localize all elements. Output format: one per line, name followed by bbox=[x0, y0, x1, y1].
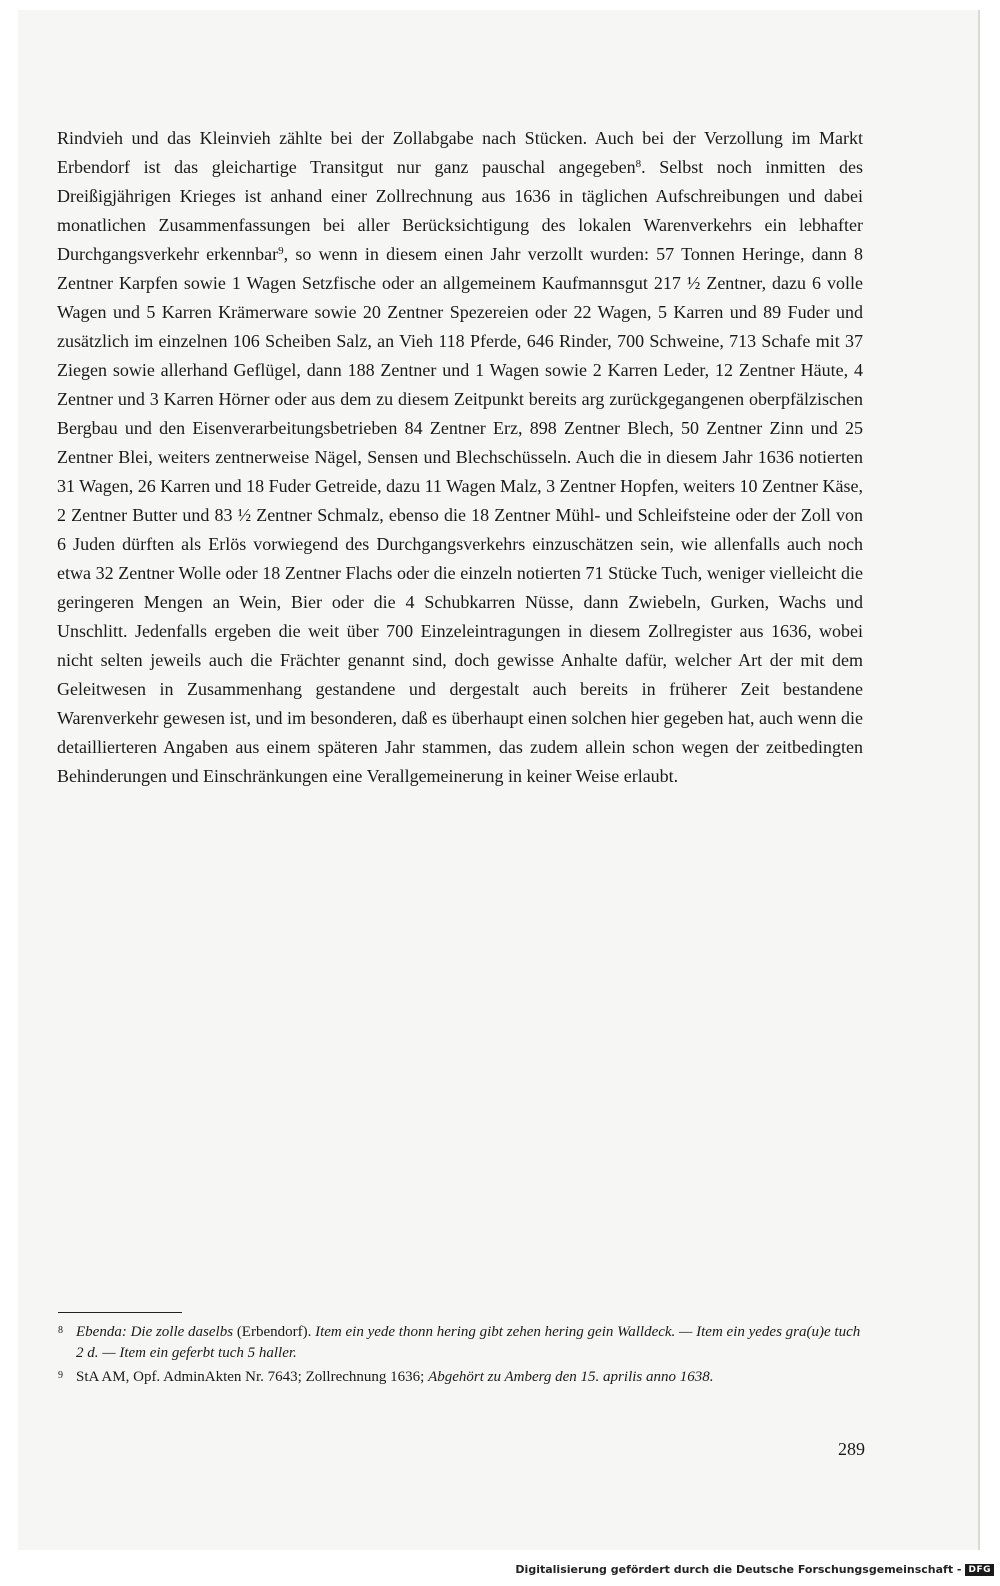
footnote-separator bbox=[58, 1312, 182, 1313]
body-text-part-1: Rindvieh und das Kleinvieh zählte bei der Zollabgabe nach Stücken. Auch bei der Verzollung im Markt Erbendorf ist das gleichartige Transitgut nur ganz pauschal angegeben bbox=[57, 128, 863, 177]
body-text-part-2: . Selbst noch inmitten des Dreißigjährigen Krieges ist anhand einer Zollrechnung aus 1636 in täglichen Aufschreibungen und dabei monatlichen Zusammenfassungen bei aller Berücksichtigung des lokalen Warenverkehrs ein lebhafter Durchgangsverkehr erkennbar bbox=[57, 157, 864, 264]
footnote-number: 8 bbox=[58, 1325, 63, 1336]
footnote-text-italic: Ebenda: Die zolle daselbs bbox=[76, 1324, 234, 1340]
funding-text: Digitalisierung gefördert durch die Deutsche Forschungsgemeinschaft - bbox=[515, 1563, 962, 1576]
footnote-8 bbox=[58, 1322, 864, 1364]
dfg-logo: DFG bbox=[965, 1564, 994, 1576]
body-paragraph bbox=[57, 124, 863, 791]
footnote-text-italic: Abgehört zu Amberg den 15. aprilis anno 1638. bbox=[428, 1369, 714, 1385]
footnote-reference-8[interactable]: 8 bbox=[635, 158, 642, 170]
footnote-number: 9 bbox=[58, 1370, 63, 1381]
footnote-text: StA AM, Opf. AdminAkten Nr. 7643; Zollrechnung 1636; bbox=[76, 1369, 429, 1385]
body-text-part-3: , so wenn in diesem einen Jahr verzollt wurden: 57 Tonnen Heringe, dann 8 Zentner Karpfen sowie 1 Wagen Setzfische oder an allgemeinem Kaufmannsgut 217 ½ Zentner, dazu 6 volle Wagen und 5 Karren Krämerware sowie 20 Zentner Spezereien oder 22 Wagen, 5 Karren und 89 Fuder und zusätzlich im einzelnen 106 Scheiben Salz, an Vieh 118 Pferde, 646 Rinder, 700 Schweine, 713 Schafe mit 37 Ziegen sowie allerhand Geflügel, dann 188 Zentner und 1 Wagen sowie 2 Karren Leder, 12 Zentner Häute, 4 Zentner und 3 Karren Hörner oder aus dem zu diesem Zeitpunkt bereits arg zurückgegangenen oberpfälzischen Bergbau und den Eisenverarbeitungsbetrieben 84 Zentner Erz, 898 Zentner Blech, 50 Zentner Zinn und 25 Zentner Blei, weiters zentnerweise Nägel, Sensen und Blechschüsseln. Auch die in diesem Jahr 1636 notierten 31 Wagen, 26 Karren und 18 Fuder Getreide, dazu 11 Wagen Malz, 3 Zentner Hopfen, weiters 10 Zentner Käse, 2 Zentner Butter und 83 ½ Zentner Schmalz, ebenso die 18 Zentner Mühl- und Schleifsteine oder der Zoll von 6 Juden dürften als Erlös vorwiegend des Durchgangsverkehrs einzuschätzen sein, wie allenfalls auch noch etwa 32 Zentner Wolle oder 18 Zentner Flachs oder die einzeln notierten 71 Stücke Tuch, weniger vielleicht die geringeren Mengen an Wein, Bier oder die 4 Schubkarren Nüsse, dann Zwiebeln, Gurken, Wachs und Unschlitt. Jedenfalls ergeben die weit über 700 Einzeleintragungen in diesem Zollregister aus 1636, wobei nicht selten jeweils auch die Frächter genannt sind, doch gewisse Anhalte dafür, welcher Art der mit dem Geleitwesen in Zusammenhang gestandene und dergestalt auch bereits in früherer Zeit bestandene Warenverkehr gewesen ist, und im besonderen, daß es überhaupt einen solchen hier gegeben hat, auch wenn die detaillierteren Angaben aus einem späteren Jahr stammen, das zudem allein schon wegen der zeitbedingten Behinderungen und Einschränkungen eine Verallgemeinerung in keiner Weise erlaubt. bbox=[57, 244, 864, 786]
funding-note bbox=[515, 1563, 994, 1576]
footnotes bbox=[58, 1322, 864, 1391]
page-number: 289 bbox=[838, 1439, 865, 1459]
footnote-reference-9[interactable]: 9 bbox=[278, 245, 284, 257]
footnote-9 bbox=[58, 1367, 864, 1388]
footnote-text-italic: Item ein yede thonn hering gibt zehen hering gein Walldeck. — Item ein yedes gra(u)e tuch 2 d. — Item ein geferbt tuch 5 haller. bbox=[76, 1324, 861, 1361]
footnote-text: (Erbendorf). bbox=[233, 1324, 316, 1340]
